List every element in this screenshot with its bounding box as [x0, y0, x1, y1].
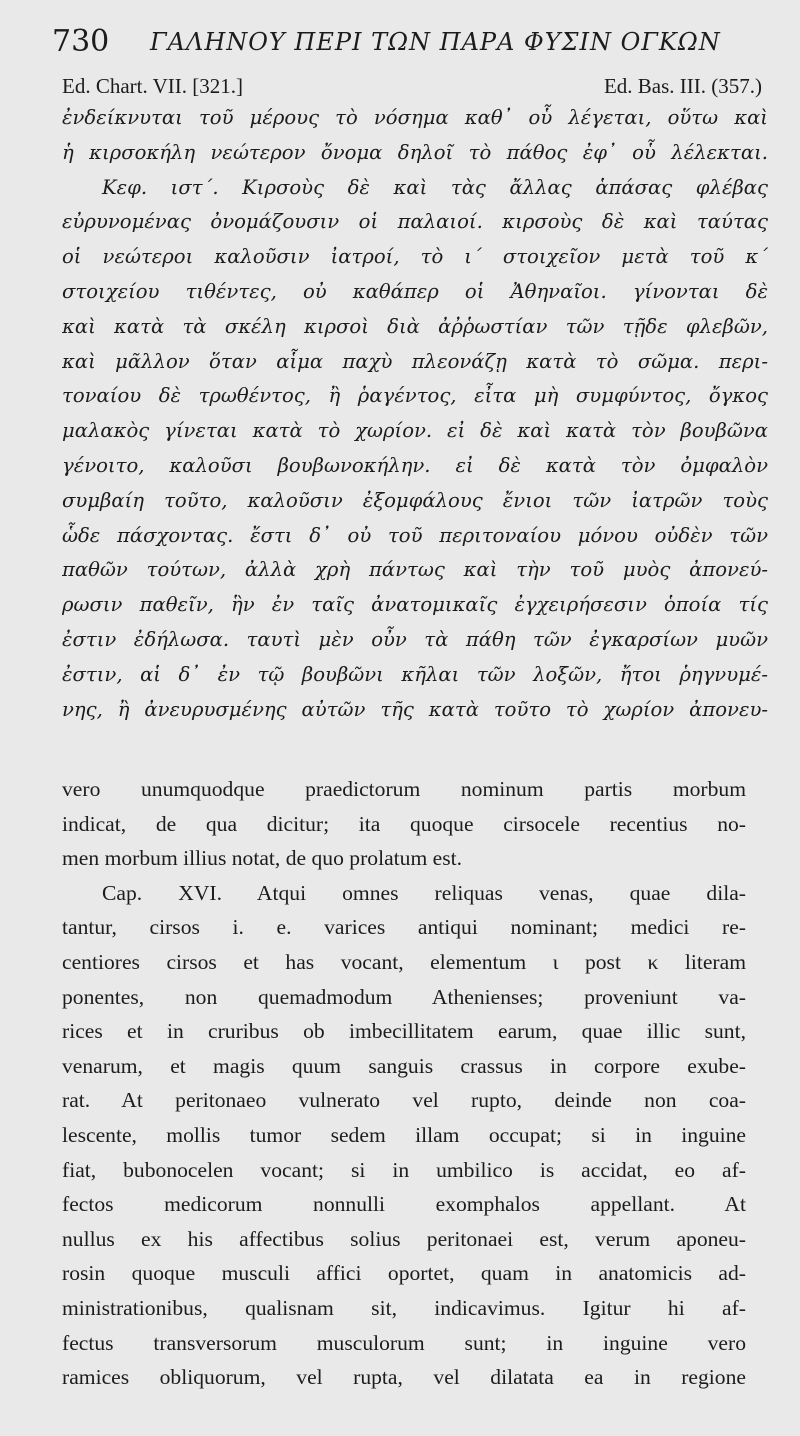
- latin-line: rosin quoque musculi affici oportet, quam in anatomicis ad-: [62, 1261, 746, 1286]
- latin-line: fiat, bubonocelen vocant; si in umbilico is accidat, eo af-: [62, 1157, 746, 1182]
- latin-line: ramices obliquorum, vel rupta, vel dilatata ea in regione: [62, 1365, 746, 1390]
- latin-line: centiores cirsos et has vocant, elementum ι post κ literam: [62, 949, 746, 974]
- latin-line: Cap. XVI. Atqui omnes reliquas venas, quae dila-: [102, 880, 746, 905]
- greek-line: μαλακὸς γίνεται κατὰ τὸ χωρίον. εἰ δὲ καὶ κατὰ τὸν βουβῶνα: [62, 419, 768, 443]
- greek-line: ἡ κιρσοκήλη νεώτερον ὄνομα δηλοῖ τὸ πάθος ἐφ᾽ οὗ λέλεκται.: [62, 140, 768, 164]
- greek-line: οἱ νεώτεροι καλοῦσιν ἰατροί, τὸ ι΄ στοιχεῖον μετὰ τοῦ κ΄: [62, 245, 768, 269]
- edition-references: [62, 74, 762, 104]
- latin-line: ponentes, non quemadmodum Athenienses; proveniunt va-: [62, 984, 746, 1009]
- greek-line: ἐνδείκνυται τοῦ μέρους τὸ νόσημα καθ᾽ οὗ λέγεται, οὕτω καὶ: [62, 106, 768, 129]
- latin-text-block: [62, 772, 746, 1395]
- greek-line: ρωσιν παθεῖν, ἣν ἐν ταῖς ἀνατομικαῖς ἐγχειρήσεσιν ὁποία τίς: [62, 593, 768, 617]
- latin-line: indicat, de qua dicitur; ita quoque cirsocele recentius no-: [62, 811, 746, 836]
- greek-line: καὶ μᾶλλον ὅταν αἷμα παχὺ πλεονάζῃ κατὰ τὸ σῶμα. περι-: [62, 349, 768, 373]
- greek-line: στοιχείου τιθέντες, οὐ καθάπερ οἱ Ἀθηναῖοι. γίνονται δὲ: [62, 279, 768, 303]
- greek-line: καὶ κατὰ τὰ σκέλη κιρσοὶ διὰ ἀῤῥωστίαν τῶν τῇδε φλεβῶν,: [62, 314, 768, 338]
- greek-line: τοναίου δὲ τρωθέντος, ἢ ῥαγέντος, εἶτα μὴ συμφύντος, ὄγκος: [62, 384, 768, 408]
- latin-line: lescente, mollis tumor sedem illam occupat; si in inguine: [62, 1122, 746, 1147]
- latin-line: rices et in cruribus ob imbecillitatem earum, quae illic sunt,: [62, 1019, 746, 1044]
- latin-line: venarum, et magis quum sanguis crassus in corpore exube-: [62, 1053, 746, 1078]
- running-title: ΓΑΛΗΝΟΥ ΠΕΡΙ ΤΩΝ ΠΑΡΑ ΦΥΣΙΝ ΟΓΚΩΝ: [150, 28, 721, 56]
- latin-line: ministrationibus, qualisnam sit, indicavimus. Igitur hi af-: [62, 1295, 746, 1320]
- greek-line: παθῶν τούτων, ἀλλὰ χρὴ πάντως καὶ τὴν τοῦ μυὸς ἀπονεύ-: [62, 558, 768, 582]
- edition-basel: Ed. Bas. III. (357.): [603, 74, 762, 98]
- page-number: 730: [52, 24, 110, 59]
- latin-line: tantur, cirsos i. e. varices antiqui nominant; medici re-: [62, 915, 746, 940]
- latin-line: fectus transversorum musculorum sunt; in inguine vero: [62, 1330, 746, 1355]
- greek-line: ἐστιν, αἱ δ᾽ ἐν τῷ βουβῶνι κῆλαι τῶν λοξῶν, ἤτοι ῥηγνυμέ-: [62, 662, 768, 686]
- latin-line: men morbum illius notat, de quo prolatum est.: [62, 846, 463, 871]
- page-header: [52, 24, 752, 64]
- latin-line: rat. At peritonaeo vulnerato vel rupto, deinde non coa-: [62, 1088, 746, 1113]
- greek-line: ἐστιν ἐδήλωσα. ταυτὶ μὲν οὖν τὰ πάθη τῶν ἐγκαρσίων μυῶν: [62, 627, 768, 651]
- greek-text-block: [62, 101, 768, 727]
- latin-line: fectos medicorum nonnulli exomphalos appellant. At: [62, 1192, 746, 1217]
- greek-line: γένοιτο, καλοῦσι βουβωνοκήλην. εἰ δὲ κατὰ τὸν ὀμφαλὸν: [62, 453, 768, 477]
- edition-chartier: Ed. Chart. VII. [321.]: [62, 74, 243, 98]
- greek-line: ὧδε πάσχοντας. ἔστι δ᾽ οὐ τοῦ περιτοναίου μόνου οὐδὲν τῶν: [62, 523, 768, 547]
- latin-line: nullus ex his affectibus solius peritonaei est, verum aponeu-: [62, 1226, 746, 1251]
- greek-line: συμβαίη τοῦτο, καλοῦσιν ἐξομφάλους ἔνιοι τῶν ἰατρῶν τοὺς: [62, 488, 768, 512]
- greek-line: Κεφ. ιστ΄. Κιρσοὺς δὲ καὶ τὰς ἄλλας ἁπάσας φλέβας: [102, 175, 768, 199]
- latin-line: vero unumquodque praedictorum nominum partis morbum: [62, 777, 746, 801]
- greek-line: νης, ἢ ἀνευρυσμένης αὐτῶν τῆς κατὰ τοῦτο τὸ χωρίον ἀπονευ-: [62, 697, 768, 721]
- greek-line: εὐρυνομένας ὀνομάζουσιν οἱ παλαιοί. κιρσοὺς δὲ καὶ ταύτας: [62, 210, 768, 234]
